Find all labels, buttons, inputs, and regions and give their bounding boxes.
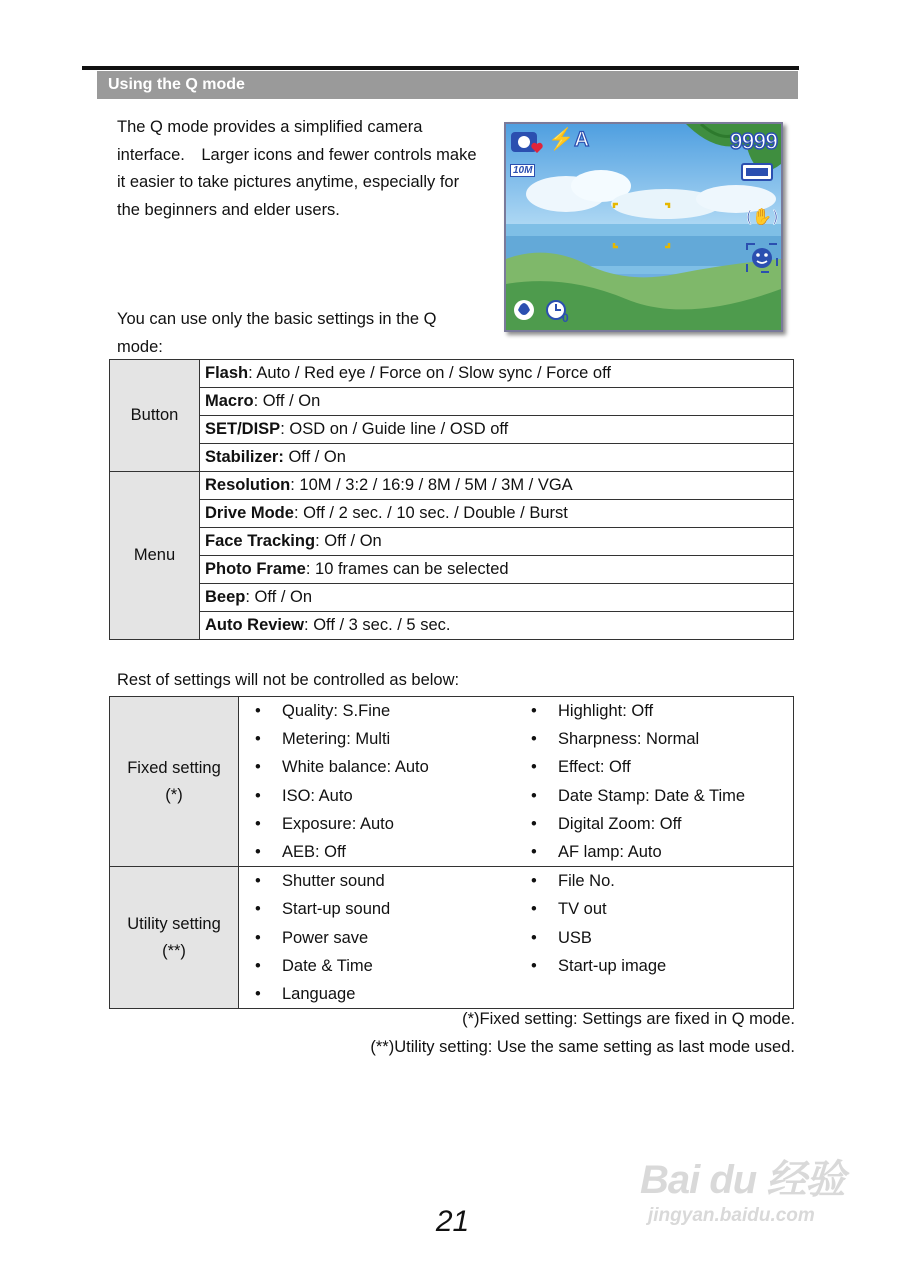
list-item: • Effect: Off (515, 753, 793, 781)
fixed-setting-note: (*)Fixed setting: Settings are fixed in Q mode. (462, 1010, 795, 1028)
setting-cell: Resolution: 10M / 3:2 / 16:9 / 8M / 5M / 3M / VGA (200, 472, 794, 500)
list-item: • Start-up image (515, 952, 793, 980)
table-row (110, 472, 794, 500)
setting-cell: Auto Review: Off / 3 sec. / 5 sec. (200, 612, 794, 640)
setting-cell: SET/DISP: OSD on / Guide line / OSD off (200, 416, 794, 444)
list-item: • Date & Time (239, 952, 515, 980)
table-row (110, 584, 794, 612)
camera-lcd-image (504, 122, 783, 332)
utility-col-1 (239, 867, 516, 1009)
list-item: • Date Stamp: Date & Time (515, 782, 793, 810)
setting-cell: Stabilizer: Off / On (200, 444, 794, 472)
list-item: • ISO: Auto (239, 782, 515, 810)
table-row (110, 556, 794, 584)
setting-cell: Beep: Off / On (200, 584, 794, 612)
table-row (110, 388, 794, 416)
list-item: • Shutter sound (239, 867, 515, 895)
list-item: • USB (515, 924, 793, 952)
page-number: 21 (435, 1205, 470, 1238)
intro-paragraph: The Q mode provides a simplified camera interface. Larger icons and fewer controls make it easier to take pictures anytime, especially for the beginners and elder users. (117, 118, 477, 219)
rest-settings-intro: Rest of settings will not be controlled as below: (117, 671, 460, 689)
basic-settings-table (109, 359, 794, 640)
list-item: • Exposure: Auto (239, 810, 515, 838)
group-label: Menu (110, 472, 200, 640)
table-row (110, 444, 794, 472)
table-row (110, 612, 794, 640)
list-item: • Digital Zoom: Off (515, 810, 793, 838)
setting-cell: Face Tracking: Off / On (200, 528, 794, 556)
list-item: • Power save (239, 924, 515, 952)
list-item: • Start-up sound (239, 895, 515, 923)
setting-cell: Macro: Off / On (200, 388, 794, 416)
list-item: • Metering: Multi (239, 725, 515, 753)
baidu-watermark: Bai du 经验 jingyan.baidu.com (640, 1158, 845, 1226)
list-item: • Language (239, 980, 515, 1008)
fixed-col-2 (515, 697, 794, 867)
setting-cell: Photo Frame: 10 frames can be selected (200, 556, 794, 584)
list-item: • White balance: Auto (239, 753, 515, 781)
other-settings-table (109, 696, 794, 1009)
top-rule (82, 66, 799, 70)
flash-auto-icon: ⚡A (548, 128, 590, 151)
utility-setting-label: Utility setting (**) (110, 867, 239, 1009)
svg-text:(✋): (✋) (746, 207, 779, 226)
resolution-badge: 10M (510, 164, 535, 177)
table-row (110, 528, 794, 556)
list-item: • Sharpness: Normal (515, 725, 793, 753)
utility-setting-note: (**)Utility setting: Use the same setting as last mode used. (370, 1038, 795, 1056)
list-item: • Highlight: Off (515, 697, 793, 725)
fixed-setting-label: Fixed setting (*) (110, 697, 239, 867)
table-row (110, 360, 794, 388)
table-row (110, 867, 794, 1009)
setting-cell: Flash: Auto / Red eye / Force on / Slow sync / Force off (200, 360, 794, 388)
basic-settings-intro: You can use only the basic settings in the Q mode: (117, 310, 437, 356)
list-item: • AF lamp: Auto (515, 838, 793, 866)
section-header (97, 71, 798, 99)
list-item: • TV out (515, 895, 793, 923)
utility-col-2 (515, 867, 794, 1009)
list-item: • Quality: S.Fine (239, 697, 515, 725)
fixed-col-1 (239, 697, 516, 867)
list-item: • File No. (515, 867, 793, 895)
list-item: • AEB: Off (239, 838, 515, 866)
shot-count: 9999 (729, 128, 777, 154)
section-title: Using the Q mode (108, 76, 245, 93)
group-label: Button (110, 360, 200, 472)
selftimer-digit: 0 (562, 311, 569, 325)
table-row (110, 416, 794, 444)
table-row (110, 697, 794, 867)
setting-cell: Drive Mode: Off / 2 sec. / 10 sec. / Double / Burst (200, 500, 794, 528)
table-row (110, 500, 794, 528)
